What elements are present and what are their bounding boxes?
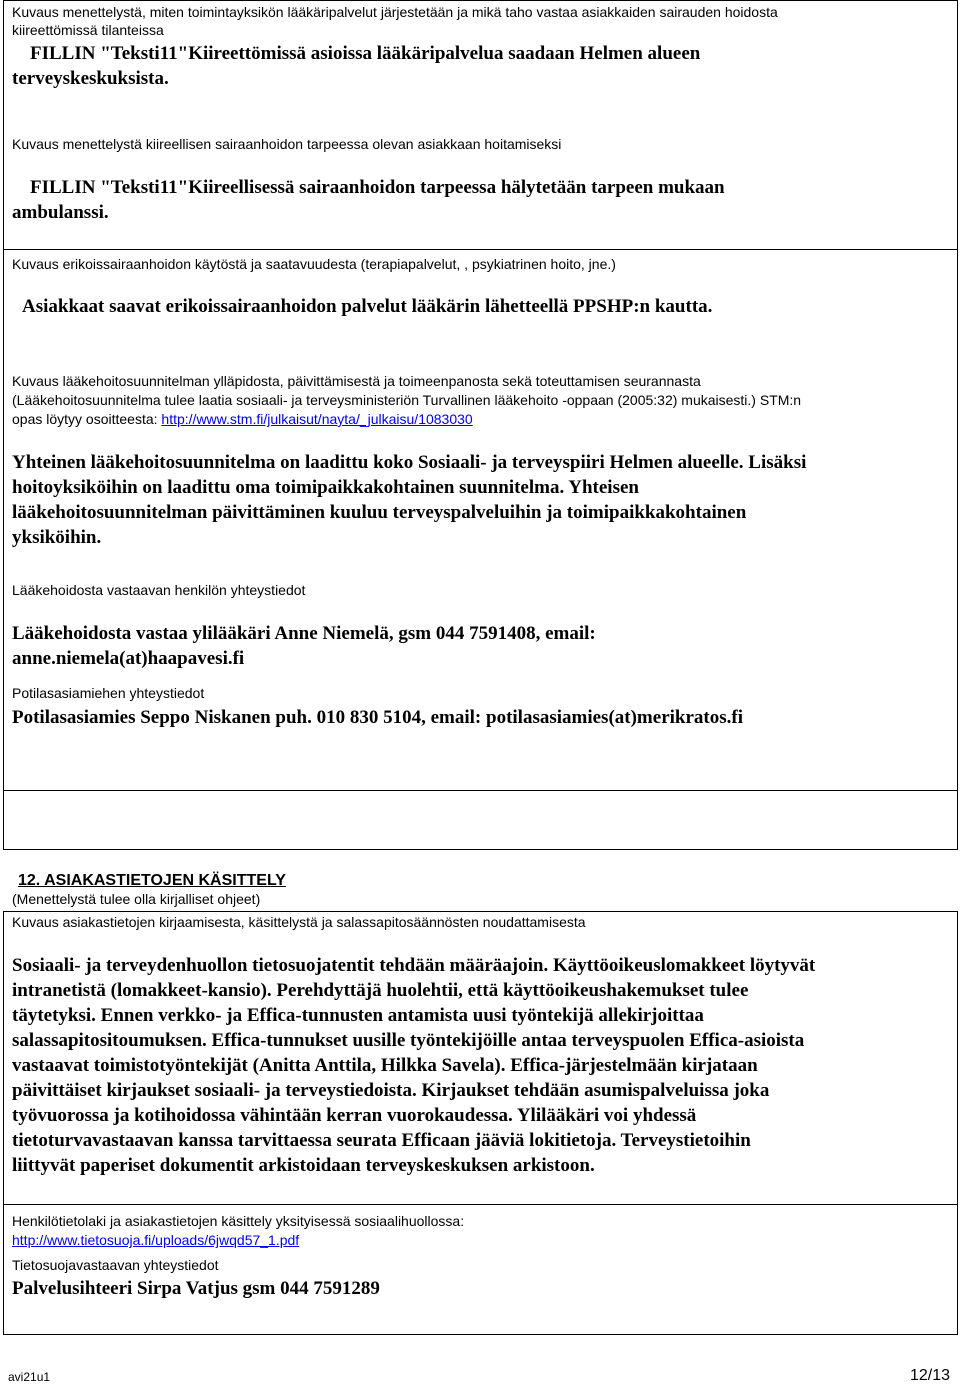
medication-plan-description-cont: (Lääkehoitosuunnitelma tulee laatia sosiaali- ja terveysministeriön Turvallinen lääkehoito -oppaan (2005:32) mukaisesti.) STM:n xyxy=(12,392,802,408)
privacy-officer-description: Tietosuojavastaavan yhteystiedot xyxy=(12,1257,219,1273)
specialist-care-answer: Asiakkaat saavat erikoissairaanhoidon palvelut lääkärin lähetteellä PPSHP:n kautta. xyxy=(22,296,713,317)
urgent-care-answer: FILLIN "Teksti11"Kiireellisessä sairaanhoidon tarpeessa hälytetään tarpeen mukaan xyxy=(30,177,725,198)
top-form-divider xyxy=(3,790,958,791)
records-answer-line: liittyvät paperiset dokumentit arkistoidaan terveyskeskuksen arkistoon. xyxy=(12,1155,595,1176)
privacy-law-description: Henkilötietolaki ja asiakastietojen käsittely yksityisessä sosiaalihuollossa: xyxy=(12,1213,465,1229)
medication-contact-answer-cont: anne.niemela(at)haapavesi.fi xyxy=(12,648,245,669)
document-code: avi21u1 xyxy=(8,1370,51,1384)
medication-plan-answer-1: Yhteinen lääkehoitosuunnitelma on laadittu koko Sosiaali- ja terveyspiiri Helmen alueelle. Lisäksi xyxy=(12,452,807,473)
lab-service-description: Kuvaus menettelystä, miten toimintayksikön lääkäripalvelut järjestetään ja mikä taho vastaa asiakkaiden sairauden hoidosta xyxy=(12,4,778,20)
ombudsman-answer: Potilasasiamies Seppo Niskanen puh. 010 830 5104, email: potilasasiamies(at)merikratos.fi xyxy=(12,707,743,728)
medication-contact-description: Lääkehoidosta vastaavan henkilön yhteystiedot xyxy=(12,582,306,598)
ombudsman-description: Potilasasiamiehen yhteystiedot xyxy=(12,685,205,701)
privacy-officer-answer: Palvelusihteeri Sirpa Vatjus gsm 044 7591289 xyxy=(12,1278,380,1299)
records-answer-line: Sosiaali- ja terveydenhuollon tietosuojatentit tehdään määräajoin. Käyttöoikeuslomakkeet löytyvät xyxy=(12,955,816,976)
urgent-care-answer-cont: ambulanssi. xyxy=(12,202,109,223)
records-answer-line: vastaavat toimistotyöntekijät (Anitta Anttila, Hilkka Savela). Effica-järjestelmään kirjataan xyxy=(12,1055,758,1076)
medication-contact-answer: Lääkehoidosta vastaa ylilääkäri Anne Niemelä, gsm 044 7591408, email: xyxy=(12,623,596,644)
section-subheading: (Menettelystä tulee olla kirjalliset ohjeet) xyxy=(12,891,261,907)
records-answer-line: tietoturvavastaavan kanssa tarvittaessa seurata Efficaan jääviä lokitietoja. Terveystietoihin xyxy=(12,1130,751,1151)
divider-specialist-care xyxy=(3,249,958,250)
records-handling-description: Kuvaus asiakastietojen kirjaamisesta, käsittelystä ja salassapitosäännösten noudattamisesta xyxy=(12,914,586,930)
divider-privacy-law xyxy=(3,1204,958,1205)
lab-service-answer-cont: terveyskeskuksista. xyxy=(12,68,169,89)
medication-plan-description: Kuvaus lääkehoitosuunnitelman ylläpidosta, päivittämisestä ja toimeenpanosta sekä toteuttamisen seurannasta xyxy=(12,373,701,389)
medication-plan-guide-line xyxy=(12,411,473,428)
medication-plan-answer-2: hoitoyksiköihin on laadittu oma toimipaikkakohtainen suunnitelma. Yhteisen xyxy=(12,477,639,498)
records-answer-line: työvuorossa ja kotihoidossa vähintään kerran vuorokaudessa. Ylilääkäri voi yhdessä xyxy=(12,1105,697,1126)
medication-plan-guide-prefix: opas löytyy osoitteesta: xyxy=(12,411,162,427)
lab-service-answer: FILLIN "Teksti11"Kiireettömissä asioissa lääkäripalvelua saadaan Helmen alueen xyxy=(30,43,701,64)
lab-service-description-cont: kiireettömissä tilanteissa xyxy=(12,22,164,38)
records-answer-line: päivittäiset kirjaukset sosiaali- ja terveystiedoista. Kirjaukset tehdään asumispalveluissa joka xyxy=(12,1080,770,1101)
records-answer-line: täytetyksi. Ennen verkko- ja Effica-tunnusten antamista uusi työntekijä allekirjoittaa xyxy=(12,1005,704,1026)
privacy-law-link[interactable]: http://www.tietosuoja.fi/uploads/6jwqd57_1.pdf xyxy=(12,1232,300,1248)
page-number: 12/13 xyxy=(909,1367,950,1384)
medication-plan-answer-4: yksiköihin. xyxy=(12,527,102,548)
records-answer-line: salassapitositoumuksen. Effica-tunnukset uusille työntekijöille antaa terveyspuolen Effica-asioista xyxy=(12,1030,805,1051)
section-heading: 12. ASIAKASTIETOJEN KÄSITTELY xyxy=(18,872,286,889)
medication-plan-answer-3: lääkehoitosuunnitelman päivittäminen kuuluu terveyspalveluihin ja toimipaikkakohtainen xyxy=(12,502,747,523)
specialist-care-description: Kuvaus erikoissairaanhoidon käytöstä ja saatavuudesta (terapiapalvelut, , psykiatrinen hoito, jne.) xyxy=(12,256,616,272)
records-answer-line: intranetistä (lomakkeet-kansio). Perehdyttäjä huolehtii, että käyttöoikeushakemukset tulee xyxy=(12,980,749,1001)
stm-guide-link[interactable]: http://www.stm.fi/julkaisut/nayta/_julkaisu/1083030 xyxy=(161,411,473,427)
urgent-care-description: Kuvaus menettelystä kiireellisen sairaanhoidon tarpeessa olevan asiakkaan hoitamiseksi xyxy=(12,136,562,152)
